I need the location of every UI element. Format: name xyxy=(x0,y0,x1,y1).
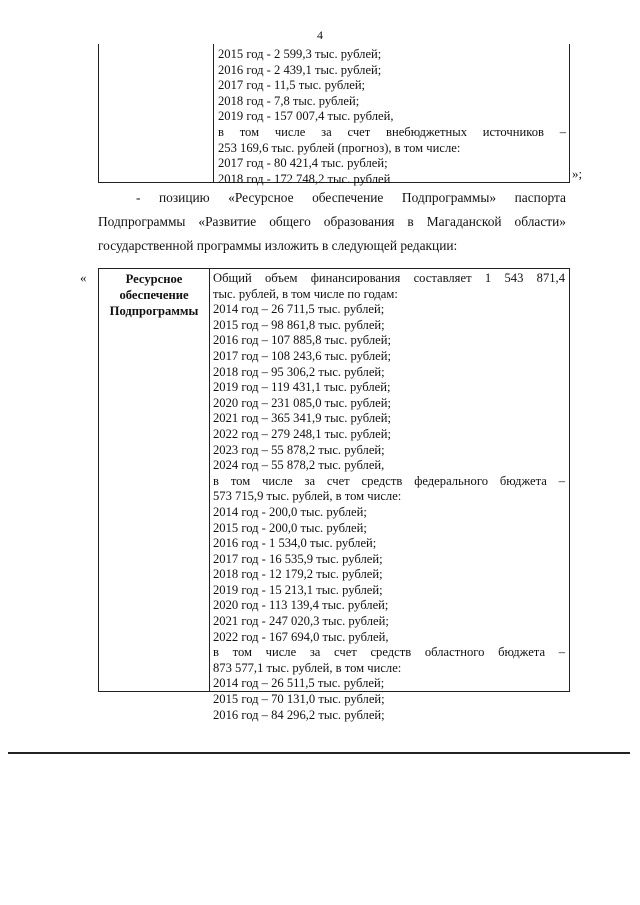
resource-line: Общий объем финансирования составляет 1 543 871,4 xyxy=(213,271,565,285)
resource-line: 2014 год – 26 511,5 тыс. рублей; xyxy=(213,676,385,691)
resource-cell xyxy=(213,271,565,723)
funding-line: 2018 год - 172 748,2 тыс. рублей xyxy=(218,171,391,186)
funding-line: в том числе за счет внебюджетных источников – xyxy=(218,124,566,139)
horizontal-rule xyxy=(8,752,630,754)
resource-line: 2014 год – 26 711,5 тыс. рублей; xyxy=(213,302,385,317)
resource-line: 2020 год – 231 085,0 тыс. рублей; xyxy=(213,395,391,410)
resource-line: 873 577,1 тыс. рублей, в том числе: xyxy=(213,660,402,675)
paragraph-line: Подпрограммы «Развитие общего образования в Магаданской области» xyxy=(98,214,566,229)
paragraph-line: государственной программы изложить в следующей редакции: xyxy=(98,238,458,253)
funding-line: 2016 год - 2 439,1 тыс. рублей; xyxy=(218,62,382,77)
resource-line: 2019 год - 15 213,1 тыс. рублей; xyxy=(213,582,383,597)
funding-line: 2017 год - 80 421,4 тыс. рублей; xyxy=(218,156,388,171)
resource-line: 2015 год – 70 131,0 тыс. рублей; xyxy=(213,692,385,707)
resource-line: в том числе за счет средств областного бюджета – xyxy=(213,645,565,660)
resource-line: 2014 год - 200,0 тыс. рублей; xyxy=(213,504,367,519)
resource-table xyxy=(98,268,570,722)
funding-cell xyxy=(218,47,566,187)
resource-line: тыс. рублей, в том числе по годам: xyxy=(213,286,398,301)
resource-line: 2016 год – 84 296,2 тыс. рублей; xyxy=(213,707,385,722)
resource-line: 2016 год – 107 885,8 тыс. рублей; xyxy=(213,333,391,348)
funding-line: 2017 год - 11,5 тыс. рублей; xyxy=(218,78,366,93)
label-line: обеспечение xyxy=(119,288,189,302)
resource-line: 2017 год – 108 243,6 тыс. рублей; xyxy=(213,348,391,363)
resource-line: 2024 год – 55 878,2 тыс. рублей, xyxy=(213,458,385,473)
label-line: Подпрограммы xyxy=(109,304,199,318)
resource-line: 2018 год – 95 306,2 тыс. рублей; xyxy=(213,364,385,379)
resource-line: 2023 год – 55 878,2 тыс. рублей; xyxy=(213,442,385,457)
label-line: Ресурсное xyxy=(125,272,183,286)
closing-quote: »; xyxy=(572,166,583,181)
funding-line: 2019 год - 157 007,4 тыс. рублей, xyxy=(218,109,394,124)
paragraph-line: - позицию «Ресурсное обеспечение Подпрограммы» паспорта xyxy=(136,190,566,205)
resource-line: 2022 год - 167 694,0 тыс. рублей, xyxy=(213,629,389,644)
resource-line: 2015 год - 200,0 тыс. рублей; xyxy=(213,520,367,535)
funding-line: 2015 год - 2 599,3 тыс. рублей; xyxy=(218,47,382,61)
column-divider xyxy=(209,269,210,691)
resource-line: 2015 год – 98 861,8 тыс. рублей; xyxy=(213,317,385,332)
resource-line: 2019 год – 119 431,1 тыс. рублей; xyxy=(213,380,391,395)
resource-line: 2022 год – 279 248,1 тыс. рублей; xyxy=(213,426,391,441)
funding-line: 2018 год - 7,8 тыс. рублей; xyxy=(218,93,360,108)
resource-line: в том числе за счет средств федерального бюджета – xyxy=(213,473,565,488)
resource-line: 2020 год - 113 139,4 тыс. рублей; xyxy=(213,598,389,613)
resource-line: 573 715,9 тыс. рублей, в том числе: xyxy=(213,489,402,504)
resource-line: 2016 год - 1 534,0 тыс. рублей; xyxy=(213,536,377,551)
resource-label xyxy=(99,271,209,319)
funding-table-continuation xyxy=(98,44,570,186)
resource-line: 2021 год – 365 341,9 тыс. рублей; xyxy=(213,411,391,426)
page-number: 4 xyxy=(317,28,323,42)
resource-line: 2021 год - 247 020,3 тыс. рублей; xyxy=(213,614,389,629)
funding-line: 253 169,6 тыс. рублей (прогноз), в том числе: xyxy=(218,140,461,155)
resource-line: 2018 год - 12 179,2 тыс. рублей; xyxy=(213,567,383,582)
opening-quote: « xyxy=(80,270,87,285)
column-divider xyxy=(213,44,214,182)
resource-line: 2017 год - 16 535,9 тыс. рублей; xyxy=(213,551,383,566)
